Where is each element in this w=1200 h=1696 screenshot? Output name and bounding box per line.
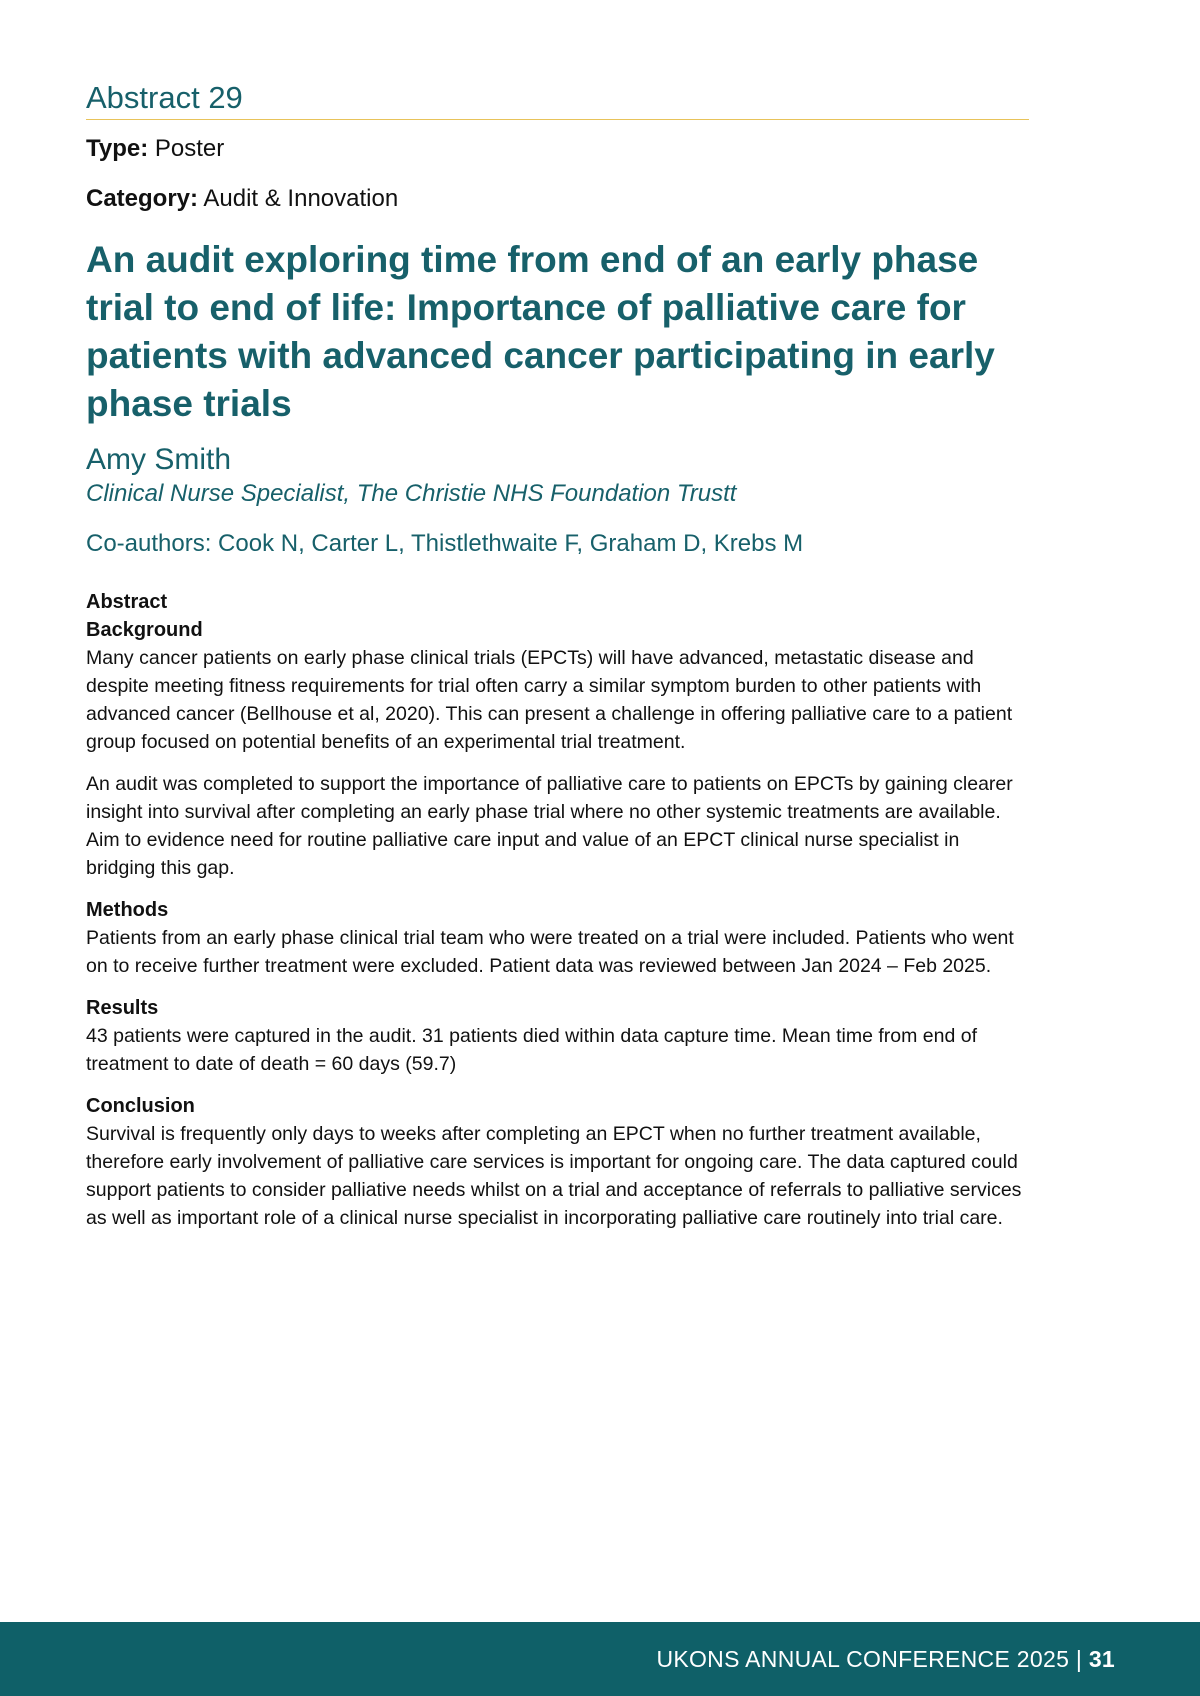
background-paragraph-1: Many cancer patients on early phase clinical trials (EPCTs) will have advanced, metastatic disease and despite meeting fitness requirements for trial often carry a similar symptom burden to other patients with advanced cancer (Bellhouse et al, 2020). This can present a challenge in offering palliative care to a patient group focused on potential benefits of an experimental trial treatment.	[86, 647, 1013, 753]
author-name: Amy Smith	[86, 443, 232, 476]
type-line	[86, 133, 224, 165]
conference-name: UKONS ANNUAL CONFERENCE 2025 |	[656, 1646, 1089, 1672]
methods-paragraph: Patients from an early phase clinical trial team who were treated on a trial were included. Patients who went on to receive further treatment were excluded. Patient data was reviewed between Jan 2024 – Feb 2025.	[86, 927, 1014, 977]
abstract-number: Abstract 29	[86, 80, 243, 115]
results-paragraph: 43 patients were captured in the audit. 31 patients died within data capture time. Mean time from end of treatment to date of death = 60 days (59.7)	[86, 1025, 978, 1075]
category-label: Category:	[86, 185, 199, 212]
methods-heading: Methods	[86, 899, 169, 921]
author-affiliation: Clinical Nurse Specialist, The Christie NHS Foundation Trustt	[86, 480, 737, 507]
category-line	[86, 183, 398, 215]
page-number: 31	[1088, 1646, 1115, 1672]
abstract-title: An audit exploring time from end of an early phase trial to end of life: Importance of palliative care for patients with advanced cancer participating in early phase trials	[86, 239, 995, 424]
page-footer	[0, 1622, 1200, 1696]
conclusion-heading: Conclusion	[86, 1095, 195, 1117]
footer-text	[656, 1644, 1115, 1674]
conclusion-paragraph: Survival is frequently only days to weeks after completing an EPCT when no further treatment available, therefore early involvement of palliative care services is important for ongoing care. The data captured could support patients to consider palliative needs whilst on a trial and acceptance of referrals to palliative services as well as important role of a clinical nurse specialist in incorporating palliative care routinely into trial care.	[86, 1123, 1022, 1229]
background-paragraph-2: An audit was completed to support the importance of palliative care to patients on EPCTs by gaining clearer insight into survival after completing an early phase trial where no other systemic treatments are available. Aim to evidence need for routine palliative care input and value of an EPCT clinical nurse specialist in bridging this gap.	[86, 773, 1013, 879]
header-divider	[86, 119, 1029, 120]
coauthors: Co-authors: Cook N, Carter L, Thistlethwaite F, Graham D, Krebs M	[86, 530, 804, 557]
results-heading: Results	[86, 997, 159, 1019]
type-label: Type:	[86, 135, 149, 162]
type-value: Poster	[148, 135, 225, 162]
abstract-body	[86, 588, 1029, 1246]
background-heading: Background	[86, 619, 203, 641]
abstract-heading: Abstract	[86, 591, 168, 613]
category-value: Audit & Innovation	[198, 185, 399, 212]
